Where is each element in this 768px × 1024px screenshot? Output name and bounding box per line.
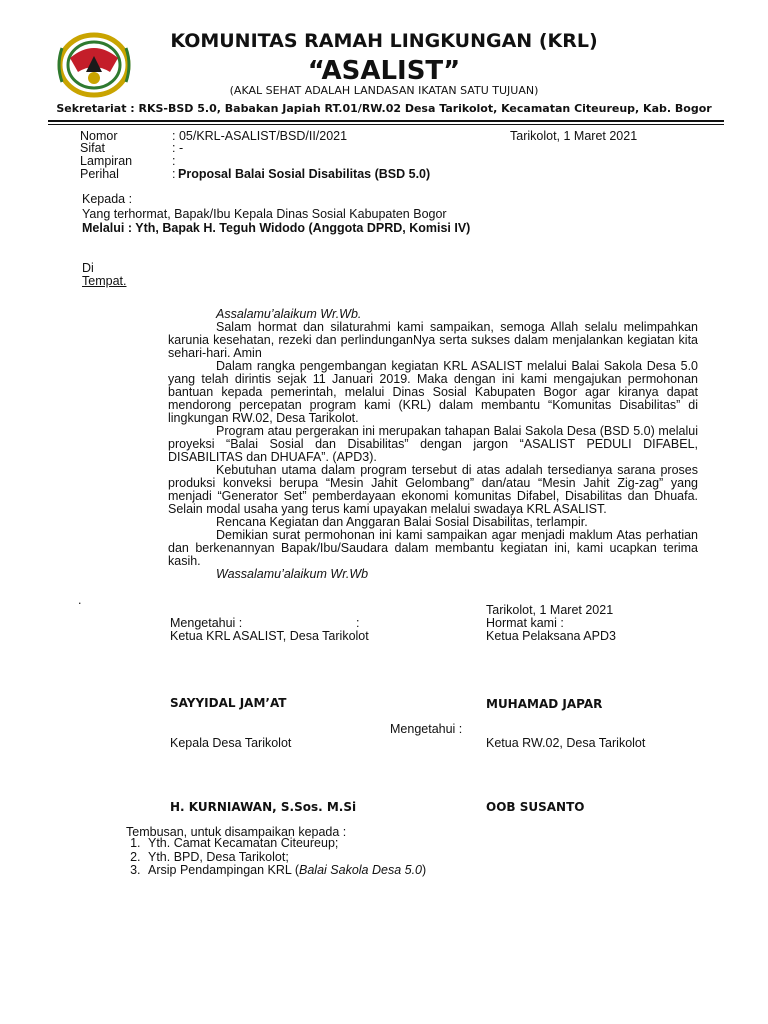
lampiran-label: Lampiran xyxy=(80,154,133,168)
nomor-label: Nomor xyxy=(80,129,118,143)
via-line: Melalui : Yth, Bapak H. Teguh Widodo (Anggota DPRD, Komisi IV) xyxy=(82,221,471,235)
paragraph-6: Demikian surat permohonan ini kami sampaikan agar menjadi maklum Atas perhatian dan berkenannyan Bapak/Ibu/Saudara dalam membantu kegiatan ini, kami ucapkan terima kasih. xyxy=(168,528,698,568)
paragraph-1: Salam hormat dan silaturahmi kami sampaikan, semoga Allah selalu melimpahkan karunia kesehatan, rezeki dan perlindunganNya serta sukses dalam menjalankan kegiatan kita sehari-hari. Amin xyxy=(168,320,698,360)
paragraph-5: Rencana Kegiatan dan Anggaran Balai Sosial Disabilitas, terlampir. xyxy=(216,515,588,529)
letter-body xyxy=(168,308,698,581)
tembusan-item-3-italic: Balai Sakola Desa 5.0 xyxy=(299,863,423,877)
tembusan-list xyxy=(122,837,426,878)
lampiran-value: : xyxy=(172,154,176,168)
stray-dot: . xyxy=(78,593,82,607)
header-divider xyxy=(48,120,724,122)
right-signer-title-2: Ketua RW.02, Desa Tarikolot xyxy=(486,736,646,750)
tembusan-heading: Tembusan, untuk disampaikan kepada : xyxy=(126,825,347,839)
list-item xyxy=(144,837,426,851)
mengetahui-left: Mengetahui : xyxy=(170,616,243,630)
tempat-label: Tempat. xyxy=(82,274,127,288)
left-signer-title-2: Kepala Desa Tarikolot xyxy=(170,736,292,750)
paragraph-2: Dalam rangka pengembangan kegiatan KRL ASALIST melalui Balai Sakola Desa 5.0 yang telah dirintis sejak 11 Januari 2019. Maka dengan ini kami mengajukan permohonan bantuan kepada pemerintah, melalui Dinas Sosial Kabupaten Bogor agar kiranya dapat mendorong percepatan program kami (KRL) dalam membantu “Komunitas Disabilitas” di lingkungan RW.02, Desa Tarikolot. xyxy=(168,359,698,425)
slogan: “ASALIST” xyxy=(307,56,461,86)
nomor-value: : 05/KRL-ASALIST/BSD/II/2021 xyxy=(172,129,348,143)
right-signer-name-2: OOB SUSANTO xyxy=(486,800,585,814)
left-signer-title: Ketua KRL ASALIST, Desa Tarikolot xyxy=(170,629,369,643)
tembusan-item-1: Yth. Camat Kecamatan Citeureup; xyxy=(148,836,339,850)
list-item xyxy=(144,864,426,878)
tembusan-item-3-prefix: Arsip Pendampingan KRL ( xyxy=(148,863,300,877)
left-signer-name-2: H. KURNIAWAN, S.Sos. M.Si xyxy=(170,800,357,814)
secretariat-address: Sekretariat : RKS-BSD 5.0, Babakan Japiah RT.01/RW.02 Desa Tarikolot, Kecamatan Citeureup, Kab. Bogor xyxy=(56,102,712,115)
hormat-kami: Hormat kami : xyxy=(486,616,564,630)
mengetahui-center: Mengetahui : xyxy=(390,722,463,736)
header-divider-thin xyxy=(48,124,724,125)
left-signer-name: SAYYIDAL JAM’AT xyxy=(170,696,287,710)
recipient-line: Yang terhormat, Bapak/Ibu Kepala Dinas Sosial Kabupaten Bogor xyxy=(82,207,447,221)
sifat-value: : - xyxy=(172,141,184,155)
tembusan-item-3-suffix: ) xyxy=(422,863,427,877)
sifat-label: Sifat xyxy=(80,141,106,155)
perihal-value: Proposal Balai Sosial Disabilitas (BSD 5.0) xyxy=(178,167,431,181)
opening-greeting: Assalamu’alaikum Wr.Wb. xyxy=(216,307,362,321)
perihal-label: Perihal xyxy=(80,167,119,181)
paragraph-3: Program atau pergerakan ini merupakan tahapan Balai Sakola Desa (BSD 5.0) melalui proyeksi “Balai Sosial dan Disabilitas” dengan jargon “ASALIST PEDULI DIFABEL, DISABILITAS dan DHUAFA”. (APD3). xyxy=(168,424,698,464)
place-date: Tarikolot, 1 Maret 2021 xyxy=(510,129,638,143)
tembusan-item-2: Yth. BPD, Desa Tarikolot; xyxy=(148,849,289,864)
list-item xyxy=(144,851,426,865)
right-signer-title: Ketua Pelaksana APD3 xyxy=(486,629,616,643)
motto: (AKAL SEHAT ADALAH LANDASAN IKATAN SATU TUJUAN) xyxy=(229,84,539,97)
organization-name: KOMUNITAS RAMAH LINGKUNGAN (KRL) xyxy=(170,30,598,52)
right-signer-name: MUHAMAD JAPAR xyxy=(486,697,603,711)
signature-date: Tarikolot, 1 Maret 2021 xyxy=(486,603,614,617)
paragraph-4: Kebutuhan utama dalam program tersebut di atas adalah tersedianya sarana proses produksi konveksi berupa “Mesin Jahit Gelombang” dan/atau “Mesin Jahit Zig-zag” yang menjadi “Generator Set” pemberdayaan ekonomi komunitas Difabel, Disabilitas dan Dhuafa. Selain modal usaha yang terus kami upayakan melalui swadaya KRL ASALIST. xyxy=(168,463,698,516)
di-label: Di xyxy=(82,261,94,275)
closing-greeting: Wassalamu’alaikum Wr.Wb xyxy=(216,567,369,581)
kepada-label: Kepada : xyxy=(82,192,133,206)
perihal-colon: : xyxy=(172,167,176,181)
mengetahui-colon: : xyxy=(356,616,360,630)
